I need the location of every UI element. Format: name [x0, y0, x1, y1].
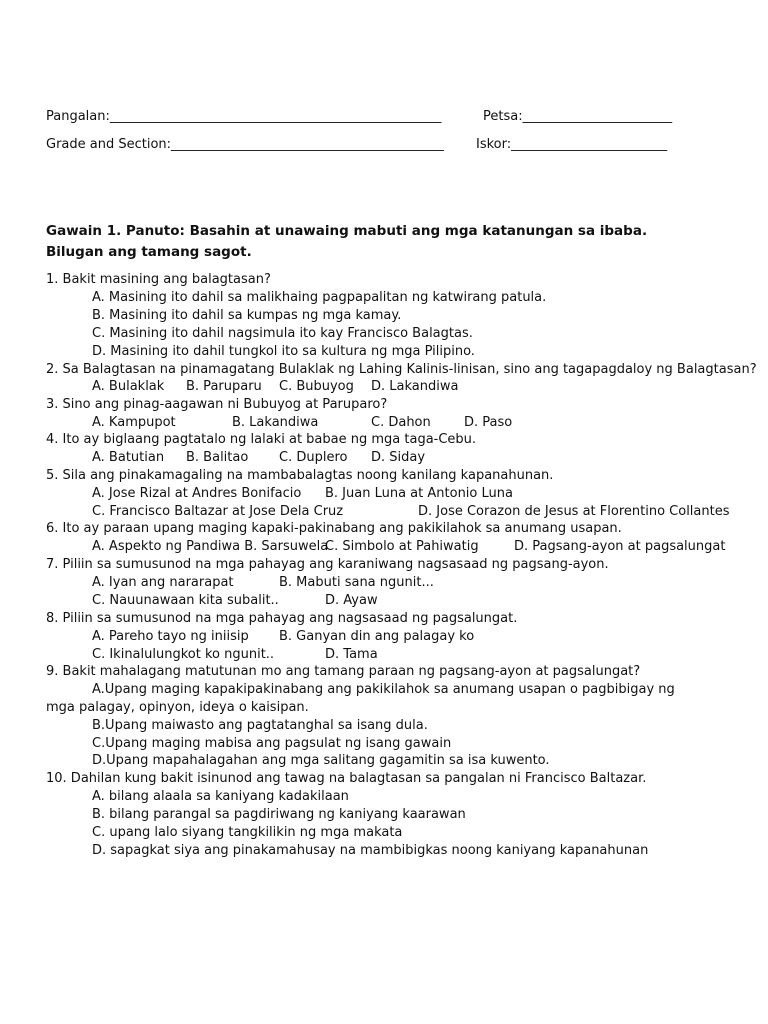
q7-option-d: D. Ayaw [325, 593, 378, 608]
date-field: Petsa:_______________________ [483, 109, 673, 124]
q4-option-d: D. Siday [371, 450, 426, 465]
q7-option-c: C. Nauunawaan kita subalit.. [92, 593, 279, 608]
q3-option-d: D. Paso [464, 415, 513, 430]
score-field: Iskor:________________________ [476, 137, 668, 152]
q6-option-c: C. Simbolo at Pahiwatig [325, 539, 479, 554]
q4-option-a: A. Batutian [92, 450, 165, 465]
q8-option-d: D. Tama [325, 647, 378, 662]
q10-option-d: D. sapagkat siya ang pinakamahusay na mambibigkas noong kaniyang kapanahunan [92, 843, 649, 858]
q10-option-c: C. upang lalo siyang tangkilikin ng mga makata [92, 825, 403, 840]
q8-option-c: C. Ikinalulungkot ko ngunit.. [92, 647, 275, 662]
question-8: 8. Piliin sa sumusunod na mga pahayag ang nagsasaad ng pagsalungat. [46, 611, 518, 626]
q7-option-a: A. Iyan ang nararapat [92, 575, 234, 590]
question-3: 3. Sino ang pinag-aagawan ni Bubuyog at Paruparo? [46, 397, 388, 412]
q6-option-ab: A. Aspekto ng Pandiwa B. Sarsuwela [92, 539, 329, 554]
question-6: 6. Ito ay paraan upang maging kapaki-pakinabang ang pakikilahok sa anumang usapan. [46, 521, 622, 536]
q5-option-c: C. Francisco Baltazar at Jose Dela Cruz [92, 504, 344, 519]
q9-option-d: D.Upang mapahalagahan ang mga salitang gagamitin sa isa kuwento. [92, 753, 550, 768]
q1-option-c: C. Masining ito dahil nagsimula ito kay Francisco Balagtas. [92, 326, 473, 341]
question-10: 10. Dahilan kung bakit isinunod ang tawag na balagtasan sa pangalan ni Francisco Baltazar. [46, 771, 647, 786]
instructions-heading: Gawain 1. Panuto: Basahin at unawaing mabuti ang mga katanungan sa ibaba. Bilugan ang tamang sagot. [46, 223, 648, 260]
q2-option-c: C. Bubuyog [279, 379, 354, 394]
q5-option-a: A. Jose Rizal at Andres Bonifacio [92, 486, 302, 501]
q9-option-a: A.Upang maging kapakipakinabang ang pakikilahok sa anumang usapan o pagbibigay ng mga palagay, opinyon, ideya o kaisipan. [46, 682, 675, 715]
q9-option-b: B.Upang maiwasto ang pagtatanghal sa isang dula. [92, 718, 428, 733]
q3-option-b: B. Lakandiwa [232, 415, 319, 430]
grade-section-field: Grade and Section:__________________________________________ [46, 137, 445, 152]
q2-option-a: A. Bulaklak [92, 379, 165, 394]
name-field: Pangalan:___________________________________________________ [46, 109, 442, 124]
q5-option-b: B. Juan Luna at Antonio Luna [325, 486, 513, 501]
question-5: 5. Sila ang pinakamagaling na mambabalagtas noong kanilang kapanahunan. [46, 468, 554, 483]
question-9: 9. Bakit mahalagang matutunan mo ang tamang paraan ng pagsang-ayon at pagsalungat? [46, 664, 641, 679]
q8-option-b: B. Ganyan din ang palagay ko [279, 629, 475, 644]
q5-option-d: D. Jose Corazon de Jesus at Florentino Collantes [418, 504, 730, 519]
q7-option-b: B. Mabuti sana ngunit... [279, 575, 434, 590]
q2-option-d: D. Lakandiwa [371, 379, 459, 394]
q4-option-c: C. Duplero [279, 450, 348, 465]
question-4: 4. Ito ay biglaang pagtatalo ng lalaki at babae ng mga taga-Cebu. [46, 432, 477, 447]
q1-option-a: A. Masining ito dahil sa malikhaing pagpapalitan ng katwirang patula. [92, 290, 547, 305]
q10-option-b: B. bilang parangal sa pagdiriwang ng kaniyang kaarawan [92, 807, 466, 822]
q4-option-b: B. Balitao [186, 450, 249, 465]
q6-option-d: D. Pagsang-ayon at pagsalungat [514, 539, 726, 554]
q3-option-c: C. Dahon [371, 415, 431, 430]
q9-option-c: C.Upang maging mabisa ang pagsulat ng isang gawain [92, 736, 452, 751]
question-2: 2. Sa Balagtasan na pinamagatang Bulaklak ng Lahing Kalinis-linisan, sino ang tagapagdaloy ng Balagtasan? [46, 362, 757, 377]
q3-option-a: A. Kampupot [92, 415, 176, 430]
question-7: 7. Piliin sa sumusunod na mga pahayag ang karaniwang nagsasaad ng pagsang-ayon. [46, 557, 609, 572]
q2-option-b: B. Paruparu [186, 379, 262, 394]
q1-option-b: B. Masining ito dahil sa kumpas ng mga kamay. [92, 308, 402, 323]
q1-option-d: D. Masining ito dahil tungkol ito sa kultura ng mga Pilipino. [92, 344, 475, 359]
q8-option-a: A. Pareho tayo ng iniisip [92, 629, 249, 644]
question-1: 1. Bakit masining ang balagtasan? [46, 272, 271, 287]
q10-option-a: A. bilang alaala sa kaniyang kadakilaan [92, 789, 349, 804]
